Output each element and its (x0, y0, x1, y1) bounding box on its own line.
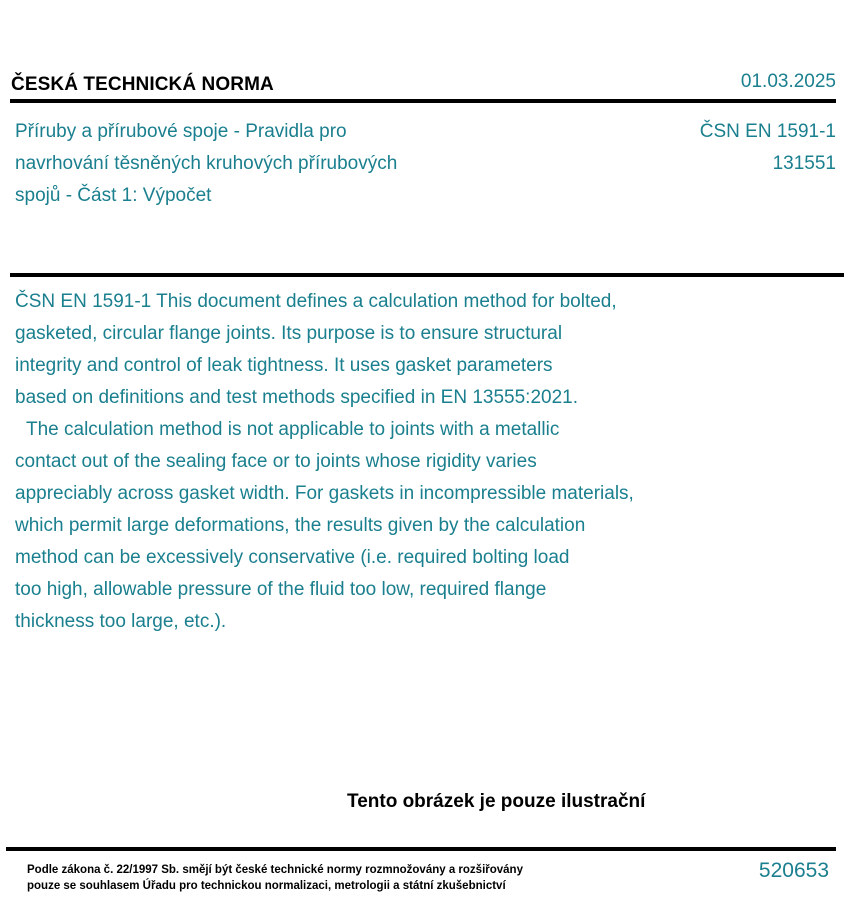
abstract-line: thickness too large, etc.). (15, 611, 227, 632)
abstract-paragraph (15, 286, 735, 414)
norm-title-line: spojů - Část 1: Výpočet (15, 185, 212, 206)
bottom-divider (6, 847, 836, 851)
abstract-paragraph (15, 414, 735, 638)
footer-number: 520653 (758, 859, 829, 882)
middle-divider (10, 273, 844, 277)
abstract-line: gasketed, circular flange joints. Its purpose is to ensure structural (15, 323, 563, 344)
legal-line: pouze se souhlasem Úřadu pro technickou normalizaci, metrologii a státní zkušebnictví (27, 880, 506, 892)
legal-line: Podle zákona č. 22/1997 Sb. smějí být české technické normy rozmnožovány a rozšiřovány (27, 864, 523, 876)
illustration-note: Tento obrázek je pouze ilustrační (347, 791, 646, 812)
norm-title (15, 116, 475, 212)
norm-identifier (700, 116, 836, 180)
norm-title-line: Příruby a přírubové spoje - Pravidla pro (15, 121, 347, 142)
abstract-line: which permit large deformations, the results given by the calculation (15, 515, 586, 536)
abstract-line: contact out of the sealing face or to joints whose rigidity varies (15, 451, 537, 472)
abstract-line: integrity and control of leak tightness. It uses gasket parameters (15, 355, 553, 376)
classification-number: 131551 (772, 153, 836, 174)
abstract-line: appreciably across gasket width. For gaskets in incompressible materials, (15, 483, 634, 504)
abstract (15, 286, 735, 638)
abstract-line: based on definitions and test methods specified in EN 13555:2021. (15, 387, 578, 408)
abstract-line: The calculation method is not applicable to joints with a metallic (26, 419, 560, 440)
top-divider (10, 99, 836, 103)
abstract-line: method can be excessively conservative (i.e. required bolting load (15, 547, 570, 568)
document-heading: ČESKÁ TECHNICKÁ NORMA (11, 74, 274, 95)
norm-code: ČSN EN 1591-1 (699, 121, 836, 142)
legal-notice (27, 862, 523, 894)
abstract-line: too high, allowable pressure of the fluid too low, required flange (15, 579, 547, 600)
norm-title-line: navrhování těsněných kruhových přírubových (15, 153, 398, 174)
publication-date: 01.03.2025 (740, 71, 836, 92)
abstract-line: ČSN EN 1591-1 This document defines a calculation method for bolted, (15, 291, 617, 312)
